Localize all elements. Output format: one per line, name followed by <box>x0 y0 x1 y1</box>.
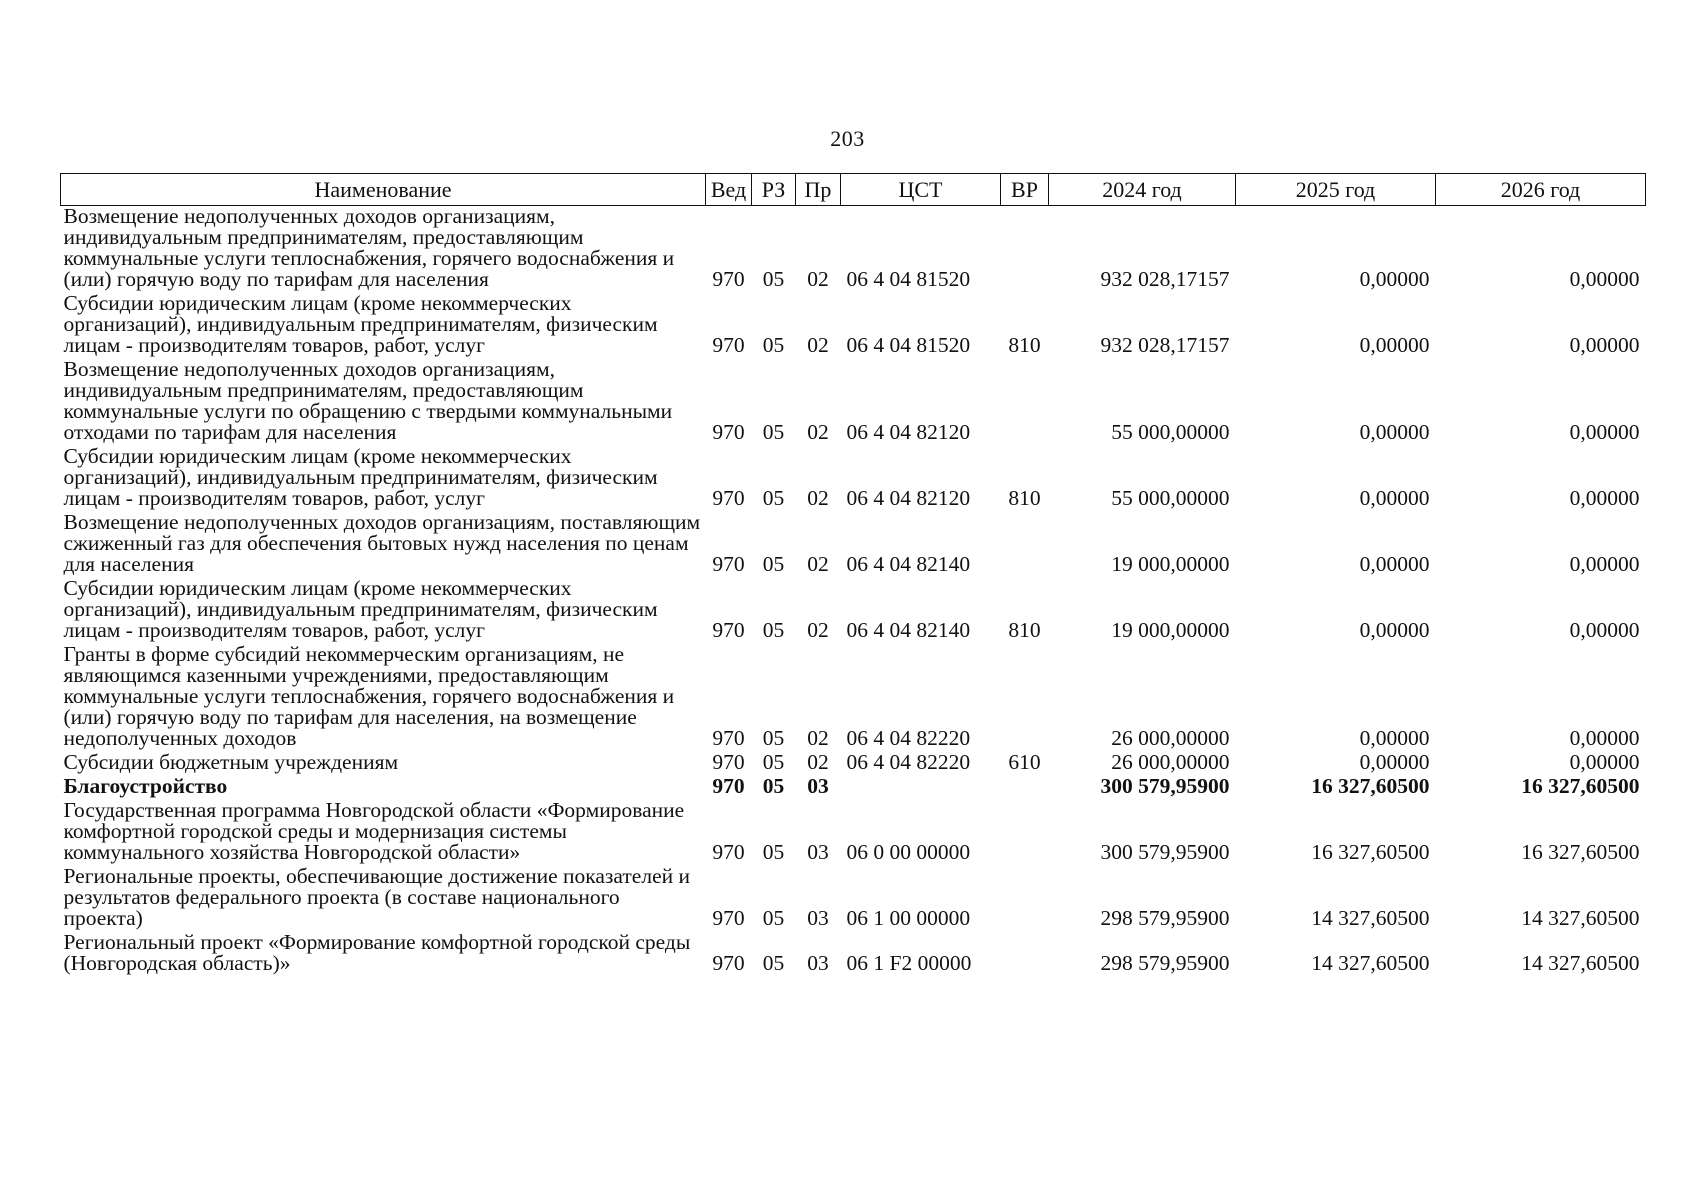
row-2026-cell: 0,00000 <box>1569 420 1640 444</box>
row-ved-cell: 970 <box>712 951 745 975</box>
row-2024-cell: 26 000,00000 <box>1111 726 1230 750</box>
row-ved-cell: 970 <box>712 333 745 357</box>
row-rz-cell: 05 <box>762 420 785 444</box>
header-vr: ВР <box>1001 174 1049 206</box>
row-vr-cell <box>1001 776 1049 800</box>
row-pr-cell: 02 <box>807 726 829 750</box>
row-ved-cell: 970 <box>712 618 745 642</box>
row-rz-cell: 05 <box>762 552 785 576</box>
row-pr-cell: 03 <box>807 906 829 930</box>
table-row <box>61 644 1646 752</box>
row-rz-cell: 05 <box>762 951 785 975</box>
row-2025-cell: 0,00000 <box>1359 726 1430 750</box>
row-rz-cell: 05 <box>762 726 785 750</box>
row-2024-cell: 298 579,95900 <box>1100 906 1230 930</box>
row-pr-cell: 02 <box>807 618 829 642</box>
row-2025-cell: 16 327,60500 <box>1311 774 1430 798</box>
row-2025-cell: 0,00000 <box>1359 267 1430 291</box>
row-2026-cell: 16 327,60500 <box>1521 774 1640 798</box>
row-2026-cell: 0,00000 <box>1569 486 1640 510</box>
header-ved: Вед <box>706 174 752 206</box>
row-2024-cell: 300 579,95900 <box>1100 840 1230 864</box>
row-2026-cell: 0,00000 <box>1569 750 1640 774</box>
row-rz-cell: 05 <box>762 267 785 291</box>
row-rz-cell: 05 <box>762 618 785 642</box>
row-ved-cell: 970 <box>712 552 745 576</box>
row-cst-cell <box>841 776 1001 800</box>
row-vr-cell: 810 <box>1008 618 1041 642</box>
row-vr-cell: 810 <box>1008 486 1041 510</box>
row-cst-cell: 06 4 04 82120 <box>846 420 971 444</box>
table-row <box>61 512 1646 578</box>
row-2026-cell: 0,00000 <box>1569 333 1640 357</box>
row-name-cell: Возмещение недополученных доходов организациям, индивидуальным предпринимателям, предоставляющим коммунальные услуги теплоснабжения, горячего водоснабжения и (или) горячую воду по тарифам для населения <box>63 204 675 291</box>
row-rz-cell: 05 <box>762 486 785 510</box>
row-name-cell: Субсидии юридическим лицам (кроме некоммерческих организаций), индивидуальным предпринимателям, физическим лицам - производителям товаров, работ, услуг <box>63 444 658 510</box>
row-cst-cell: 06 4 04 81520 <box>846 267 971 291</box>
row-ved-cell: 970 <box>712 420 745 444</box>
row-rz-cell: 05 <box>762 840 785 864</box>
row-vr-cell <box>1001 359 1049 446</box>
header-2025: 2025 год <box>1236 174 1436 206</box>
row-name-cell: Благоустройство <box>63 774 228 798</box>
row-pr-cell: 03 <box>807 951 829 975</box>
row-cst-cell: 06 4 04 82140 <box>846 552 971 576</box>
row-2025-cell: 16 327,60500 <box>1311 840 1430 864</box>
row-2024-cell: 19 000,00000 <box>1111 618 1230 642</box>
row-ved-cell: 970 <box>712 750 745 774</box>
row-name-cell: Региональный проект «Формирование комфортной городской среды (Новгородская область)» <box>63 930 691 975</box>
row-2026-cell: 0,00000 <box>1569 726 1640 750</box>
row-name-cell: Субсидии юридическим лицам (кроме некоммерческих организаций), индивидуальным предпринимателям, физическим лицам - производителям товаров, работ, услуг <box>63 291 658 357</box>
row-pr-cell: 03 <box>807 774 829 798</box>
row-rz-cell: 05 <box>762 774 785 798</box>
page-number: 203 <box>830 126 865 151</box>
table-row <box>61 932 1646 977</box>
row-name-cell: Возмещение недополученных доходов организациям, индивидуальным предпринимателям, предоставляющим коммунальные услуги по обращению с твердыми коммунальными отходами по тарифам для населения <box>63 357 673 444</box>
row-ved-cell: 970 <box>712 267 745 291</box>
row-2025-cell: 0,00000 <box>1359 486 1430 510</box>
row-pr-cell: 02 <box>807 267 829 291</box>
row-2025-cell: 0,00000 <box>1359 552 1430 576</box>
row-2026-cell: 14 327,60500 <box>1521 906 1640 930</box>
row-vr-cell <box>1001 644 1049 752</box>
table-row <box>61 293 1646 359</box>
row-ved-cell: 970 <box>712 840 745 864</box>
header-pr: Пр <box>796 174 841 206</box>
row-vr-cell <box>1001 866 1049 932</box>
row-rz-cell: 05 <box>762 333 785 357</box>
header-2026: 2026 год <box>1436 174 1646 206</box>
header-name: Наименование <box>61 174 706 206</box>
table-header-row <box>61 174 1646 206</box>
row-2024-cell: 55 000,00000 <box>1111 420 1230 444</box>
row-2025-cell: 0,00000 <box>1359 750 1430 774</box>
row-pr-cell: 02 <box>807 486 829 510</box>
row-name-cell: Субсидии бюджетным учреждениям <box>63 750 399 774</box>
row-ved-cell: 970 <box>712 774 745 798</box>
row-2024-cell: 55 000,00000 <box>1111 486 1230 510</box>
row-2024-cell: 298 579,95900 <box>1100 951 1230 975</box>
row-2024-cell: 19 000,00000 <box>1111 552 1230 576</box>
row-ved-cell: 970 <box>712 906 745 930</box>
row-vr-cell <box>1001 800 1049 866</box>
table-row <box>61 446 1646 512</box>
table-row <box>61 578 1646 644</box>
row-2024-cell: 932 028,17157 <box>1100 333 1230 357</box>
row-pr-cell: 02 <box>807 750 829 774</box>
table-row <box>61 866 1646 932</box>
row-cst-cell: 06 1 00 00000 <box>846 906 971 930</box>
row-pr-cell: 02 <box>807 552 829 576</box>
table-body <box>61 206 1646 978</box>
row-name-cell: Субсидии юридическим лицам (кроме некоммерческих организаций), индивидуальным предпринимателям, физическим лицам - производителям товаров, работ, услуг <box>63 576 658 642</box>
row-2025-cell: 14 327,60500 <box>1311 906 1430 930</box>
row-ved-cell: 970 <box>712 726 745 750</box>
row-2026-cell: 16 327,60500 <box>1521 840 1640 864</box>
row-name-cell: Гранты в форме субсидий некоммерческим организациям, не являющимся казенными учреждениями, предоставляющим коммунальные услуги теплоснабжения, горячего водоснабжения и (или) горячую воду по тарифам для населения, на возмещение недополученных доходов <box>63 642 675 750</box>
row-cst-cell: 06 4 04 82140 <box>846 618 971 642</box>
row-pr-cell: 03 <box>807 840 829 864</box>
header-cst: ЦСТ <box>841 174 1001 206</box>
header-rz: РЗ <box>752 174 796 206</box>
row-2026-cell: 0,00000 <box>1569 552 1640 576</box>
table-row <box>61 359 1646 446</box>
row-cst-cell: 06 4 04 82220 <box>846 750 971 774</box>
table-row <box>61 800 1646 866</box>
row-rz-cell: 05 <box>762 750 785 774</box>
row-cst-cell: 06 0 00 00000 <box>846 840 971 864</box>
row-cst-cell: 06 4 04 82220 <box>846 726 971 750</box>
row-name-cell: Государственная программа Новгородской области «Формирование комфортной городской среды и модернизация системы коммунального хозяйства Новгородской области» <box>63 798 685 864</box>
row-name-cell: Региональные проекты, обеспечивающие достижение показателей и результатов федерального проекта (в составе национального проекта) <box>63 864 691 930</box>
row-ved-cell: 970 <box>712 486 745 510</box>
row-2026-cell: 14 327,60500 <box>1521 951 1640 975</box>
row-rz-cell: 05 <box>762 906 785 930</box>
row-2025-cell: 0,00000 <box>1359 420 1430 444</box>
row-vr-cell: 610 <box>1008 750 1041 774</box>
row-vr-cell <box>1001 512 1049 578</box>
row-2025-cell: 0,00000 <box>1359 618 1430 642</box>
row-name-cell: Возмещение недополученных доходов организациям, поставляющим сжиженный газ для обеспечения бытовых нужд населения по ценам для населения <box>63 510 701 576</box>
row-2026-cell: 0,00000 <box>1569 267 1640 291</box>
row-2024-cell: 300 579,95900 <box>1100 774 1230 798</box>
row-vr-cell: 810 <box>1008 333 1041 357</box>
budget-table <box>60 173 1646 977</box>
row-2025-cell: 14 327,60500 <box>1311 951 1430 975</box>
row-cst-cell: 06 1 F2 00000 <box>846 951 972 975</box>
table-row <box>61 206 1646 294</box>
header-2024: 2024 год <box>1049 174 1236 206</box>
row-pr-cell: 02 <box>807 420 829 444</box>
row-vr-cell <box>1001 932 1049 977</box>
row-2024-cell: 932 028,17157 <box>1100 267 1230 291</box>
row-2024-cell: 26 000,00000 <box>1111 750 1230 774</box>
row-2025-cell: 0,00000 <box>1359 333 1430 357</box>
row-2026-cell: 0,00000 <box>1569 618 1640 642</box>
row-cst-cell: 06 4 04 82120 <box>846 486 971 510</box>
table-row <box>61 752 1646 776</box>
table-row <box>61 776 1646 800</box>
row-vr-cell <box>1001 206 1049 294</box>
row-cst-cell: 06 4 04 81520 <box>846 333 971 357</box>
row-pr-cell: 02 <box>807 333 829 357</box>
